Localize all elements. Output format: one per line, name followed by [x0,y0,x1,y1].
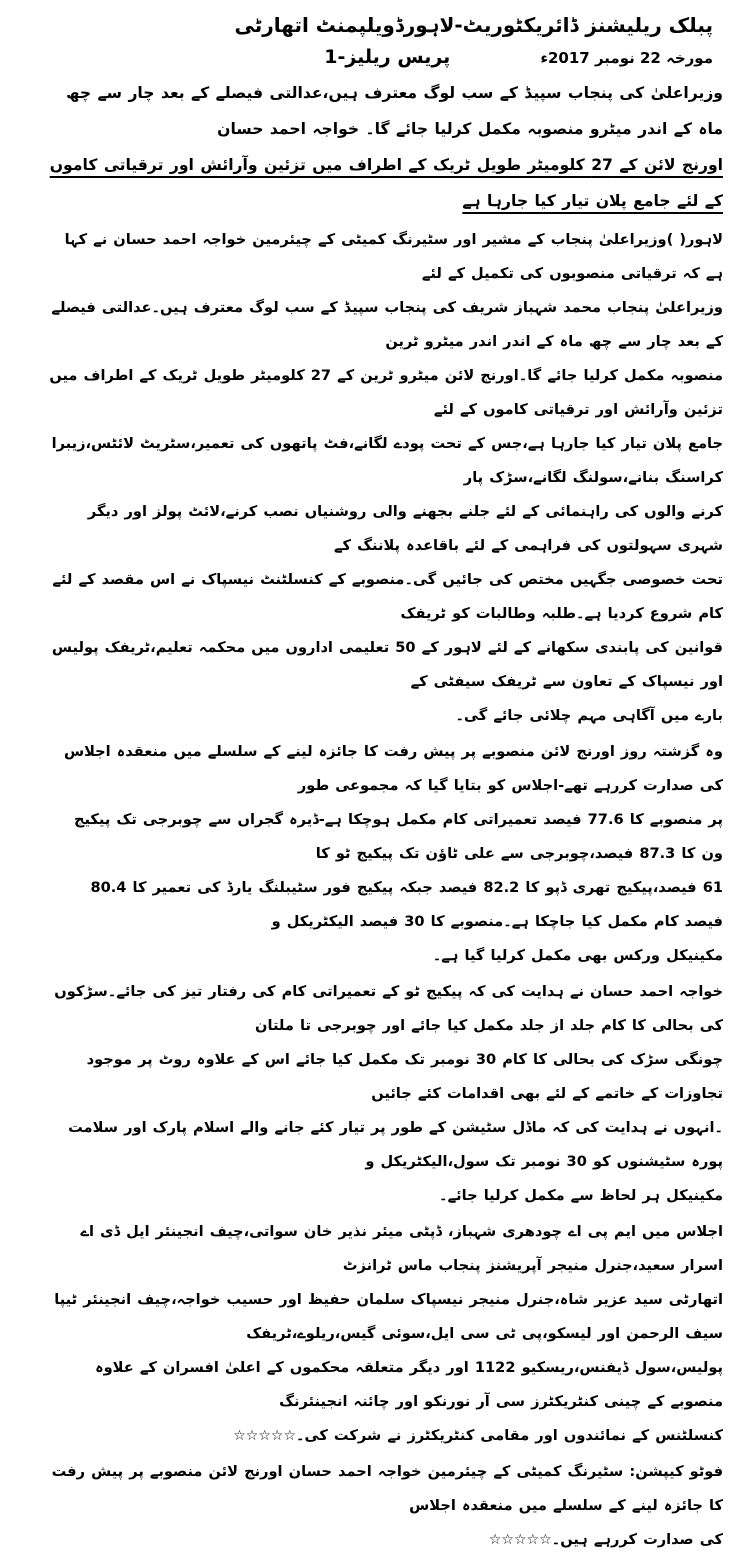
headline-line-2: اورنج لائن کے 27 کلومیٹر طویل ٹریک کے اطراف میں تزئین وآرائش اور ترقیاتی کاموں کے لئے جامع پلان تیار کیا جارہا ہے [49,156,723,210]
photo-caption [48,1455,723,1557]
caption-line-last [48,1523,723,1557]
paragraph-line: قوانین کی پابندی سکھانے کے لئے لاہور کے 50 تعلیمی اداروں میں محکمہ تعلیم،ٹریفک پولیس اور نیسپاک کے تعاون سے ٹریفک سیفٹی کے [51,639,723,690]
paragraph-progress-review [48,735,723,973]
caption-line: فوٹو کیپشن: سٹیرنگ کمیٹی کے چیئرمین خواجہ احمد حسان اورنج لائن منصوبے پر پیش رفت کا جائزہ لینے کے سلسلے میں منعقدہ اجلاس [51,1463,723,1514]
release-date: مورخہ 22 نومبر 2017ء [540,49,713,67]
paragraph-line: مکینیکل ورکس بھی مکمل کرلیا گیا ہے۔ [432,947,723,964]
release-info-row [48,42,723,73]
paragraph-line: اتھارٹی سید عزیر شاہ،جنرل منیجر نیسپاک سلمان حفیظ اور حسیب خواجہ،چیف انجینئر ٹیپا سیف الرحمن اور لیسکو،پی ٹی سی ایل،سوئی گیس،ریلوے،ٹریفک [54,1291,723,1342]
headline-line-1: وزیراعلیٰ کی پنجاب سپیڈ کے سب لوگ معترف ہیں،عدالتی فیصلے کے بعد چار سے چھ ماہ کے اندر میٹرو منصوبہ مکمل کرلیا جائے گا۔ خواجہ احمد حسان [66,84,723,138]
headline [48,75,723,219]
paragraph-line-text: کنسلٹنس کے نمائندوں اور مقامی کنٹریکٹرز نے شرکت کی۔ [296,1427,723,1444]
paragraph-directives [48,975,723,1213]
paragraph-line: جامع پلان تیار کیا جارہا ہے،جس کے تحت پودے لگانے،فٹ پاتھوں کی تعمیر،سٹریٹ لائٹس،زیبرا کراسنگ بنانے،سولنگ لگانے،سڑک پار [51,435,723,486]
headline-line-2-wrap [48,147,723,219]
star-separator-icon: ☆☆☆☆☆ [488,1532,552,1548]
paragraph-line: پولیس،سول ڈیفنس،ریسکیو 1122 اور دیگر متعلقہ محکموں کے اعلیٰ افسران کے علاوہ منصوبے کے چینی کنٹریکٹرز سی آر نورنکو اور چائنہ انجینئرنگ [95,1359,723,1410]
paragraph-line: وہ گزشتہ روز اورنج لائن منصوبے پر پیش رفت کا جائزہ لینے کے سلسلے میں منعقدہ اجلاس کی صدارت کررہے تھے-اجلاس کو بتایا گیا کہ مجموعی طور [63,743,723,794]
paragraph-line: مکینیکل ہر لحاظ سے مکمل کرلیا جائے۔ [439,1187,723,1204]
paragraph-line: اجلاس میں ایم پی اے چودھری شہباز، ڈپٹی میئر نذیر خان سواتی،چیف انجینئر ایل ڈی اے اسرار سعید،جنرل منیجر آپریشنز پنجاب ماس ٹرانزٹ [80,1223,723,1274]
paragraph-line: منصوبہ مکمل کرلیا جائے گا۔اورنج لائن میٹرو ٹرین کے 27 کلومیٹر طویل ٹریک کے اطراف میں تزئین وآرائش اور ترقیاتی کاموں کے لئے [49,367,723,418]
paragraph-line: وزیراعلیٰ پنجاب محمد شہباز شریف کی پنجاب سپیڈ کے سب لوگ معترف ہیں۔عدالتی فیصلے کے بعد چار سے چھ ماہ کے اندر اندر میٹرو ٹرین [51,299,723,350]
paragraph-intro [48,223,723,733]
directorate-title: پبلک ریلیشنز ڈائریکٹوریٹ-لاہورڈویلپمنٹ اتھارٹی [234,13,713,37]
star-separator-icon: ☆☆☆☆☆ [233,1428,296,1444]
paragraph-line: 61 فیصد،پیکیج تھری ڈپو کا 82.2 فیصد جبکہ پیکیج فور سٹیبلنگ یارڈ کی تعمیر کا 80.4 فیصد کام مکمل کیا جاچکا ہے۔منصوبے کا 30 فیصد الیکٹریکل و [90,879,723,930]
caption-line-text: کی صدارت کررہے ہیں۔ [551,1531,723,1548]
paragraph-line: خواجہ احمد حسان نے ہدایت کی کہ پیکیج ٹو کے تعمیراتی کام کی رفتار تیز کی جائے۔سڑکوں کی بحالی کا کام جلد از جلد مکمل کیا جائے اور چوبرجی تا ملتان [54,983,723,1034]
paragraph-line: پر منصوبے کا 77.6 فیصد تعمیراتی کام مکمل ہوچکا ہے-ڈیرہ گجراں سے چوبرجی تک پیکیج ون کا 87.3 فیصد،چوبرجی سے علی ٹاؤن تک پیکیج ٹو کا [73,811,723,862]
paragraph-line: ۔انہوں نے ہدایت کی کہ ماڈل سٹیشن کے طور پر تیار کئے جانے والے اسلام پارک اور سلامت پورہ سٹیشنوں کو 30 نومبر تک سول،الیکٹریکل و [68,1119,723,1170]
release-number: پریس ریلیز-1 [324,46,451,68]
paragraph-line: بارے میں آگاہی مہم چلائی جائے گی۔ [455,707,723,724]
paragraph-attendees [48,1215,723,1453]
paragraph-line: تحت خصوصی جگہیں مختص کی جائیں گی۔منصوبے کے کنسلٹنٹ نیسپاک نے اس مقصد کے لئے کام شروع کردیا ہے۔طلبہ وطالبات کو ٹریفک [52,571,723,622]
paragraph-line: لاہور( )وزیراعلیٰ پنجاب کے مشیر اور سٹیرنگ کمیٹی کے چیئرمین خواجہ احمد حسان نے کہا ہے کہ ترقیاتی منصوبوں کی تکمیل کے لئے [64,231,723,282]
paragraph-line: کرنے والوں کی راہنمائی کے لئے جلنے بجھنے والی روشنیاں نصب کرنے،لائٹ پولز اور دیگر شہری سہولتوں کی فراہمی کے لئے باقاعدہ پلاننگ کے [87,503,723,554]
paragraph-line-last [48,1419,723,1453]
paragraph-line: چونگی سڑک کی بحالی کا کام 30 نومبر تک مکمل کیا جائے اس کے علاوہ روٹ پر موجود تجاوزات کے خاتمے کے لئے بھی اقدامات کئے جائیں [86,1051,723,1102]
